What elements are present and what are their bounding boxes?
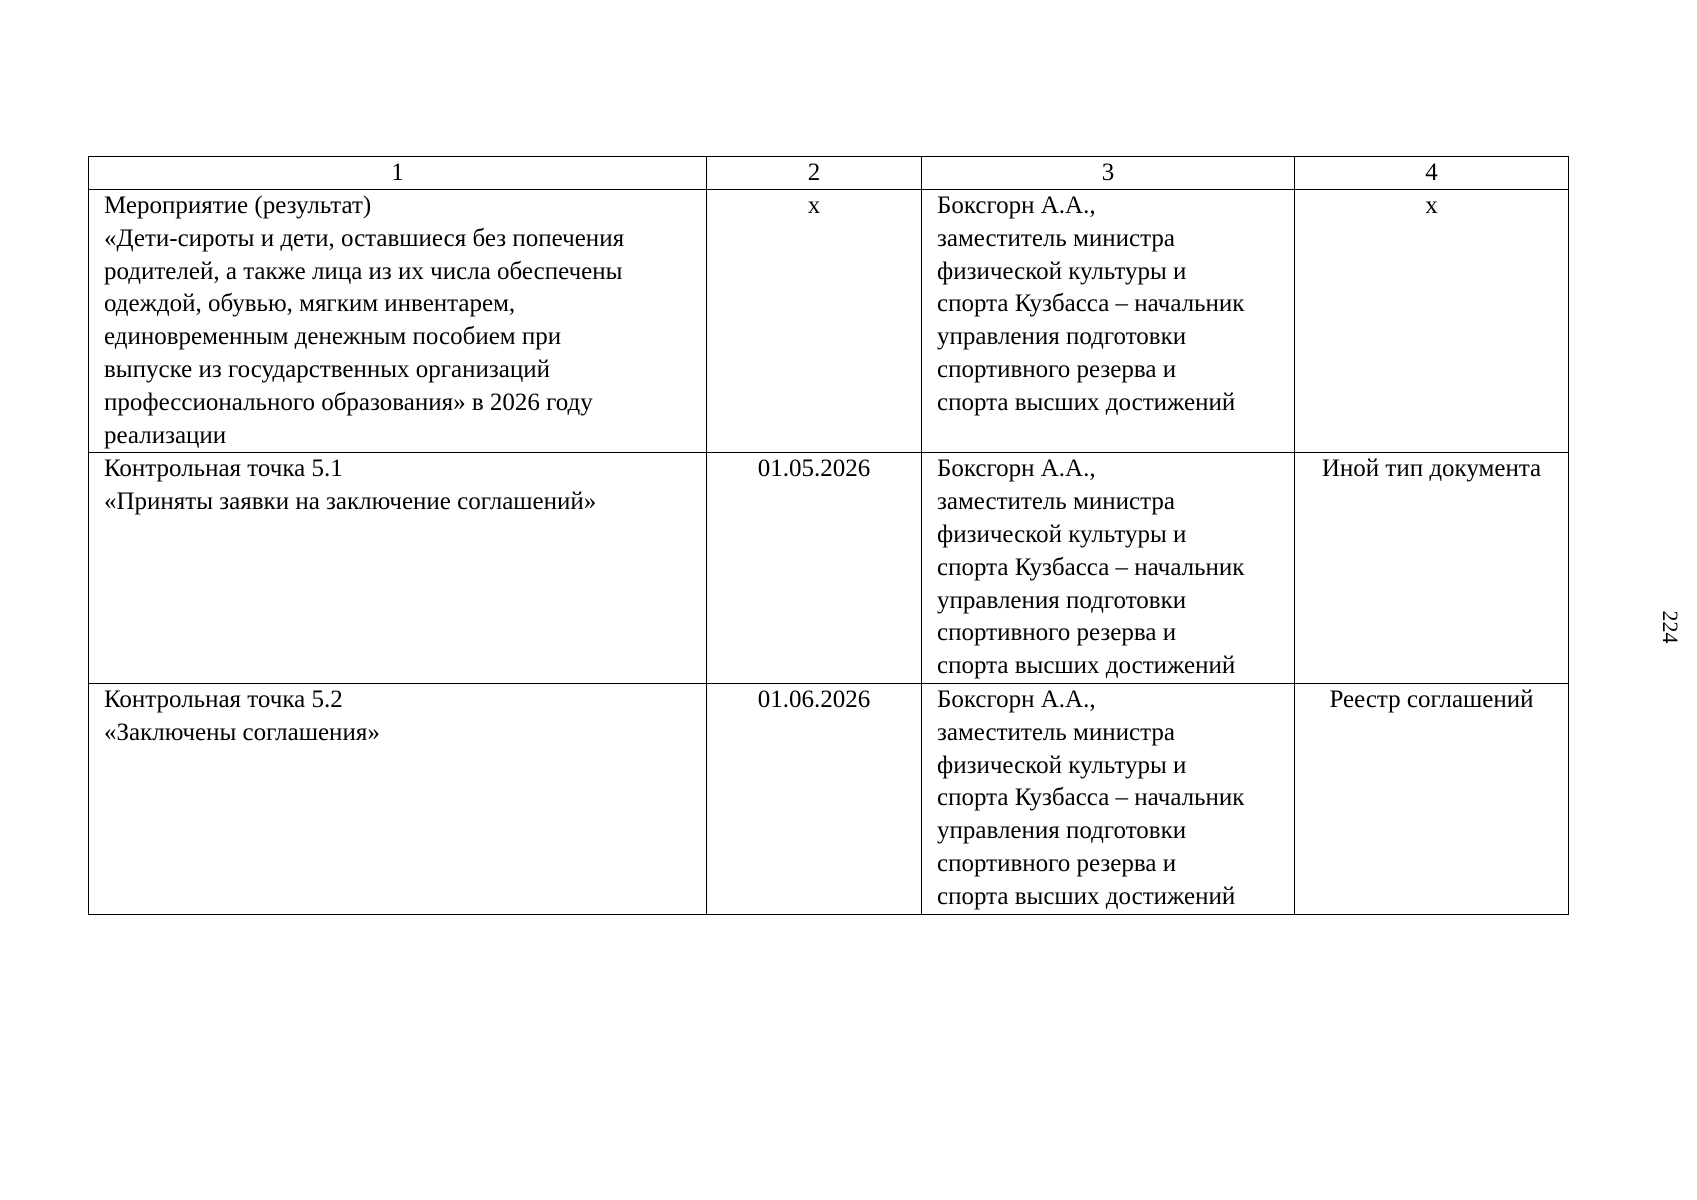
document-type-cell: Иной тип документа [1295,453,1569,684]
date-cell: х [707,190,922,453]
header-cell-1: 1 [89,157,707,190]
header-cell-4: 4 [1295,157,1569,190]
document-table [88,156,1569,915]
event-description-cell [89,190,707,453]
cell-line: физической культуры и [937,520,1187,548]
cell-line: Боксгорн А.А., [937,685,1096,713]
cell-line: спорта Кузбасса – начальник [937,784,1245,812]
header-cell-3: 3 [922,157,1295,190]
cell-line: заместитель министра [937,488,1175,516]
cell-line: Контрольная точка 5.2 [104,685,343,713]
event-description-cell [89,683,707,914]
cell-line: реализации [104,421,227,449]
event-description-cell [89,453,707,684]
cell-line: профессионального образования» в 2026 году [104,388,593,416]
cell-line: управления подготовки [937,586,1187,614]
date-cell: 01.05.2026 [707,453,922,684]
cell-line: «Дети-сироты и дети, оставшиеся без попечения [104,224,625,252]
document-type-cell: х [1295,190,1569,453]
table-row [89,683,1569,914]
page-number: 224 [1658,610,1683,644]
cell-line: управления подготовки [937,323,1187,351]
cell-line: Боксгорн А.А., [937,455,1096,483]
cell-line: спорта высших достижений [937,388,1236,416]
cell-line: родителей, а также лица из их числа обеспечены [104,257,623,285]
responsible-cell [922,453,1295,684]
cell-line: управления подготовки [937,817,1187,845]
responsible-cell [922,683,1295,914]
header-cell-2: 2 [707,157,922,190]
cell-line: «Заключены соглашения» [104,718,380,746]
cell-line: физической культуры и [937,257,1187,285]
cell-line: спорта высших достижений [937,882,1236,910]
cell-line: выпуске из государственных организаций [104,355,551,383]
cell-line: Контрольная точка 5.1 [104,455,343,483]
cell-line: «Приняты заявки на заключение соглашений» [104,488,597,516]
date-cell: 01.06.2026 [707,683,922,914]
table-header-row [89,157,1569,190]
cell-line: единовременным денежным пособием при [104,323,562,351]
cell-line: спорта Кузбасса – начальник [937,290,1245,318]
document-type-cell: Реестр соглашений [1295,683,1569,914]
table-row [89,453,1569,684]
cell-line: спорта Кузбасса – начальник [937,553,1245,581]
cell-line: одеждой, обувью, мягким инвентарем, [104,290,516,318]
responsible-cell [922,190,1295,453]
cell-line: физической культуры и [937,751,1187,779]
cell-line: заместитель министра [937,224,1175,252]
cell-line: спортивного резерва и [937,355,1177,383]
cell-line: Мероприятие (результат) [104,192,372,219]
cell-line: спорта высших достижений [937,652,1236,680]
cell-line: спортивного резерва и [937,619,1177,647]
cell-line: спортивного резерва и [937,849,1177,877]
cell-line: заместитель министра [937,718,1175,746]
cell-line: Боксгорн А.А., [937,192,1096,219]
table-row [89,190,1569,453]
